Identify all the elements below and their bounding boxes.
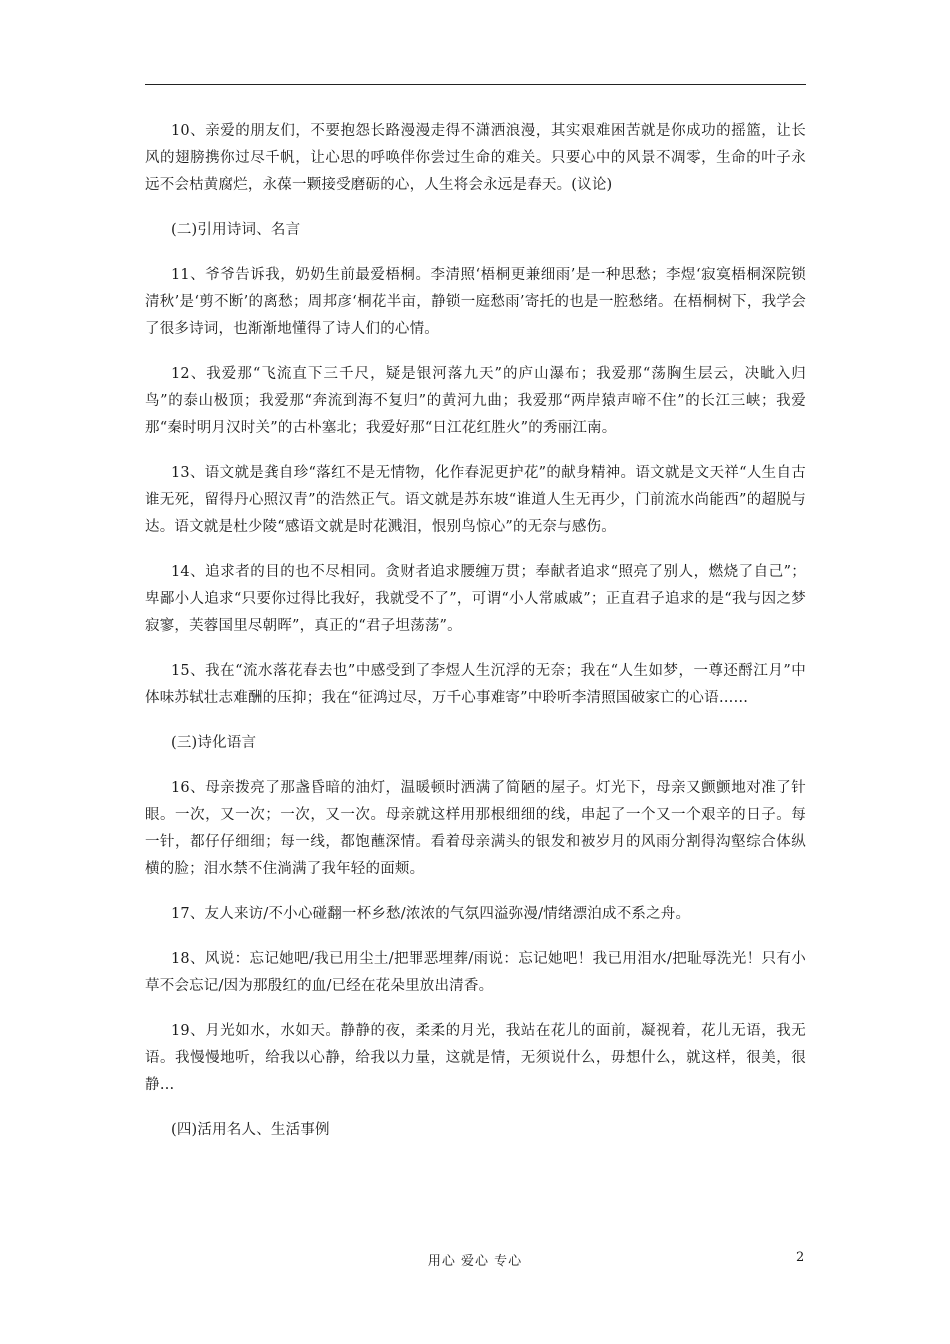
paragraph-17: 17、友人来访/不小心碰翻一杯乡愁/浓浓的气氛四溢弥漫/情绪漂泊成不系之舟。 [171, 906, 691, 922]
paragraph-12: 12、我爱那“飞流直下三千尺，疑是银河落九天”的庐山瀑布；我爱那“荡胸生层云，决眦入归鸟”的泰山极顶；我爱那“奔流到海不复归”的黄河九曲；我爱那“两岸猿声啼不住”的长江三峡；我爱那“秦时明月汉时关”的古朴塞北；我爱好那“日江花红胜火”的秀丽江南。 [145, 366, 806, 436]
paragraph-14: 14、追求者的目的也不尽相同。贪财者追求腰缠万贯；奉献者追求“照亮了别人，燃烧了自己”；卑鄙小人追求“只要你过得比我好，我就受不了”，可谓“小人常戚戚”；正直君子追求的是“我与因之梦寂寥，芙蓉国里尽朝晖”，真正的“君子坦荡荡”。 [145, 564, 806, 634]
paragraph-13: 13、语文就是龚自珍“落红不是无情物，化作春泥更护花”的献身精神。语文就是文天祥“人生自古谁无死，留得丹心照汉青”的浩然正气。语文就是苏东坡“谁道人生无再少，门前流水尚能西”的超脱与达。语文就是杜少陵“感语文就是时花溅泪，恨别鸟惊心”的无奈与感伤。 [145, 465, 806, 535]
paragraph-19: 19、月光如水，水如天。静静的夜，柔柔的月光，我站在花儿的面前，凝视着，花儿无语，我无语。我慢慢地听，给我以心静，给我以力量，这就是情，无须说什么，毋想什么，就这样，很美，很静… [145, 1023, 806, 1093]
paragraph-11: 11、爷爷告诉我，奶奶生前最爱梧桐。李清照‘梧桐更兼细雨’是一种思愁；李煜‘寂寞梧桐深院锁清秋’是‘剪不断’的离愁；周邦彦‘桐花半亩，静锁一庭愁雨’寄托的也是一腔愁绪。在梧桐树下，我学会了很多诗词，也渐渐地懂得了诗人们的心情。 [145, 267, 806, 337]
paragraph-15: 15、我在“流水落花春去也”中感受到了李煜人生沉浮的无奈；我在“人生如梦，一尊还酹江月”中体味苏轼壮志难酬的压抑；我在“征鸿过尽，万千心事难寄”中聆听李清照国破家亡的心语…… [145, 663, 806, 706]
footer-motto: 用心 爱心 专心 [427, 1254, 523, 1269]
document-body [145, 118, 806, 1144]
section-heading-3: (三)诗化语言 [171, 735, 257, 751]
section-heading-4: (四)活用名人、生活事例 [171, 1122, 330, 1138]
paragraph-18: 18、风说：忘记她吧/我已用尘土/把罪恶埋葬/雨说：忘记她吧！我已用泪水/把耻辱洗光！只有小草不会忘记/因为那殷红的血/已经在花朵里放出清香。 [145, 951, 806, 994]
paragraph-16: 16、母亲拨亮了那盏昏暗的油灯，温暖顿时洒满了简陋的屋子。灯光下，母亲又颤颤地对准了针眼。一次，又一次；一次，又一次。母亲就这样用那根细细的线，串起了一个又一个艰辛的日子。每一针，都仔仔细细；每一线，都饱蘸深情。看着母亲满头的银发和被岁月的风雨分割得沟壑综合体纵横的脸；泪水禁不住淌满了我年轻的面颊。 [145, 780, 806, 877]
section-heading-2: (二)引用诗词、名言 [171, 222, 301, 238]
paragraph-10: 10、亲爱的朋友们，不要抱怨长路漫漫走得不潇洒浪漫，其实艰难困苦就是你成功的摇篮，让长风的翅膀携你过尽千帆，让心思的呼唤伴你尝过生命的难关。只要心中的风景不凋零，生命的叶子永远不会枯黄腐烂，永葆一颗接受磨砺的心，人生将会永远是春天。(议论) [145, 123, 806, 193]
page-number: 2 [796, 1250, 805, 1265]
header-rule [145, 84, 806, 85]
